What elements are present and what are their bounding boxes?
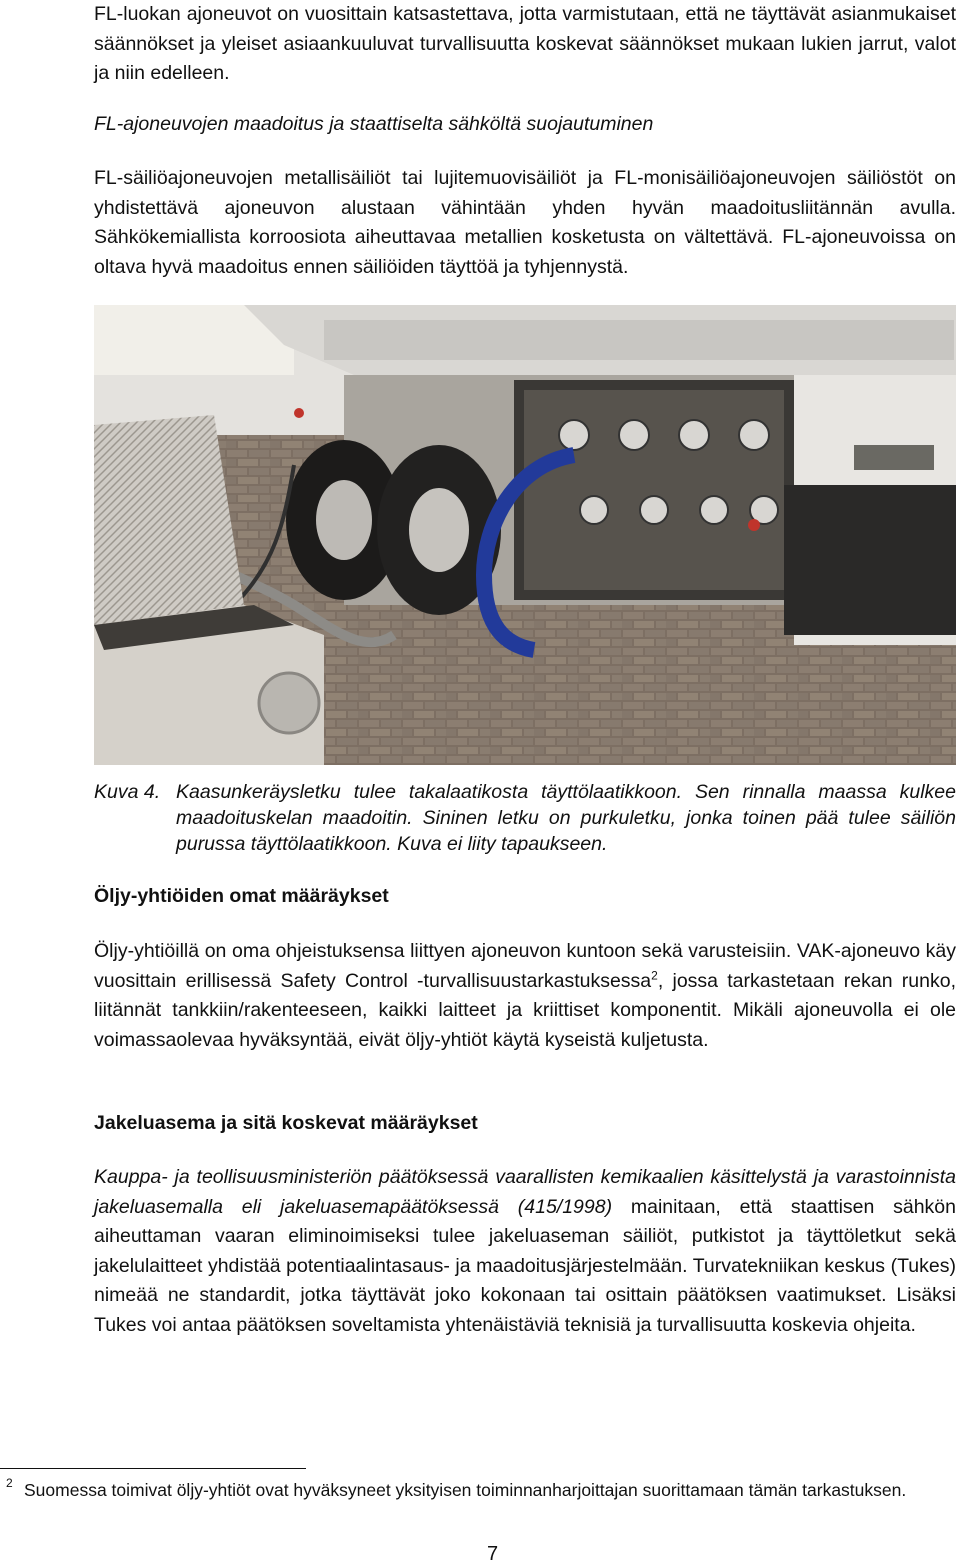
station-paragraph-rest: mainitaan, että staattisen sähkön aiheuttaman vaaran eliminoimiseksi tulee jakeluaseman säiliöt, putkistot ja täyttöletkut sekä jakelulaitteet yhdistää potentiaalintasaus- ja maadoitusjärjestelmään. Turvatekniikan keskus (Tukes) nimeää ne standardit, jotka täyttävät joko kokonaan tai osittain päätöksen vaatimukset. Lisäksi Tukes voi antaa päätöksen soveltamista yhtenäistäviä teknisiä ja turvallisuutta koskevia ohjeita. [94,1195,956,1336]
footnote-separator [0,1468,306,1469]
figure-caption-text: Kaasunkeräysletku tulee takalaatikosta täyttölaatikkoon. Sen rinnalla maassa kulkee maadoituskelan maadoitin. Sininen letku on purkuletku, jonka toinen pää tulee säiliön purussa täyttölaatikkoon. Kuva ei liity tapaukseen. [176,781,956,855]
figure-label: Kuva 4. [94,781,161,803]
decision-reference: Kauppa- ja teollisuusministeriön päätöksessä vaarallisten kemikaalien käsittelystä ja varastoinnista jakeluasemalla eli jakeluasemapäätöksessä (415/1998) [94,1166,956,1218]
station-heading: Jakeluasema ja sitä koskevat määräykset [94,1112,478,1134]
oil-paragraph-part1: Öljy-yhtiöillä on oma ohjeistuksensa liittyen ajoneuvon kuntoon sekä varusteisiin. VAK-ajoneuvo käy vuosittain erillisessä Safety Control -turvallisuustarkastuksessa [94,940,956,992]
footnote-text: Suomessa toimivat öljy-yhtiöt ovat hyväksyneet yksityisen toiminnanharjoittajan suorittamaan tämän tarkastuksen. [24,1480,907,1500]
tanker-truck-photo [94,305,956,765]
figure-caption [94,779,956,857]
oil-companies-paragraph [94,937,956,1055]
intro-paragraph: FL-luokan ajoneuvot on vuosittain katsastettava, jotta varmistutaan, että ne täyttävät asianmukaiset säännökset ja yleiset asiaankuuluvat turvallisuutta koskevat säännökset mukaan lukien jarrut, valot ja niin edelleen. [94,3,956,84]
oil-paragraph-part2: , jossa tarkastetaan rekan runko, liitännät tankkiin/rakenteeseen, kaikki laitteet ja kriittiset komponentit. Mikäli ajoneuvolla ei ole voimassaolevaa hyväksyntää, eivät öljy-yhtiöt käytä kyseistä kuljetusta. [94,969,957,1051]
station-paragraph [94,1163,956,1340]
footnote-reference[interactable]: 2 [651,968,658,982]
grounding-paragraph: FL-säiliöajoneuvojen metallisäiliöt tai lujitemuovisäiliöt ja FL-monisäiliöajoneuvojen säiliöstöt on yhdistettävä ajoneuvon alustaan vähintään yhden hyvän maadoitusliitännän avulla. Sähkökemiallista korroosiota aiheuttavaa metallien kosketusta on vältettävä. FL-ajoneuvoissa on oltava hyvä maadoitus ennen säiliöiden täyttöä ja tyhjennystä. [94,167,956,278]
truck-unloading-illustration [94,305,956,765]
footnote-mark: 2 [6,1476,13,1490]
oil-companies-heading: Öljy-yhtiöiden omat määräykset [94,885,389,907]
page-number: 7 [487,1543,499,1565]
grounding-subheading: FL-ajoneuvojen maadoitus ja staattiselta sähköltä suojautuminen [94,113,654,135]
